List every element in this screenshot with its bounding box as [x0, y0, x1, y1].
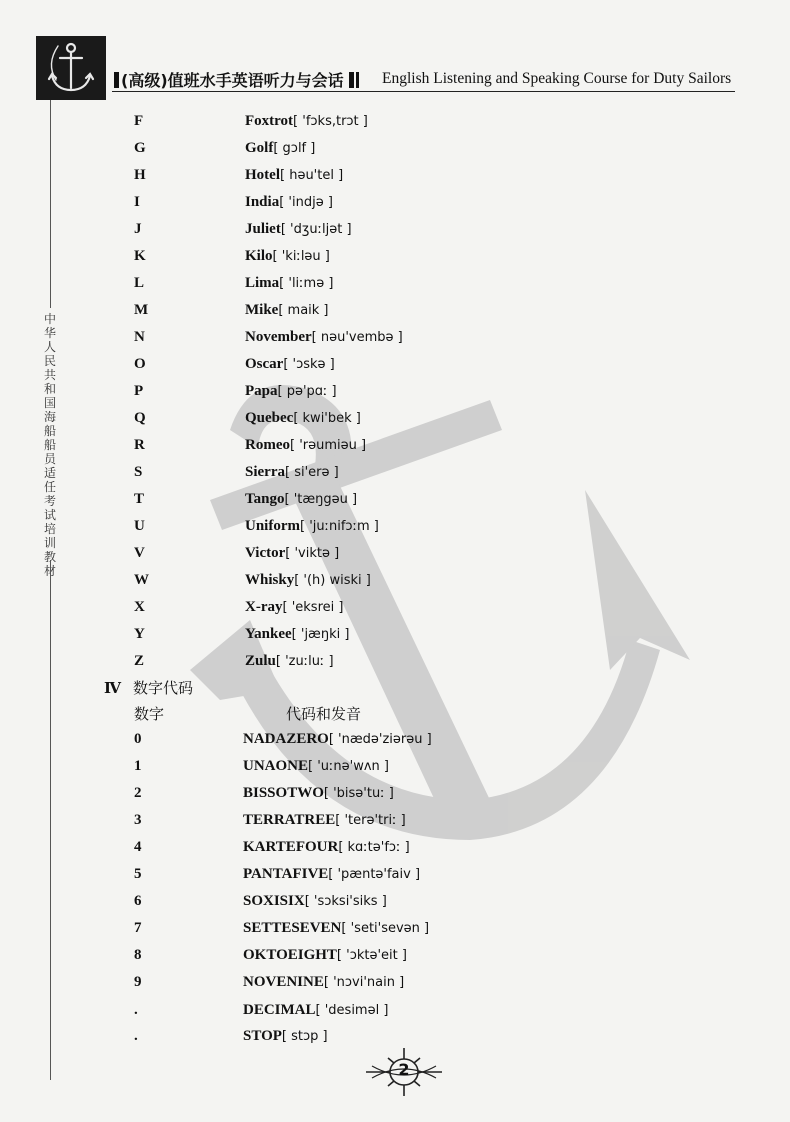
phonetic: [ 'dʒuːljət ] [280, 222, 352, 237]
number-code [243, 731, 432, 748]
phonetic: [ 'bisə'tuː ] [323, 786, 394, 801]
phonetic: [ 'viktə ] [285, 546, 340, 561]
number-code [243, 866, 420, 883]
alphabet-row-m [0, 302, 790, 329]
alphabet-letter: H [134, 167, 146, 183]
number-row-decimal [0, 1002, 790, 1029]
phonetic: [ 'sɔksi'siks ] [304, 894, 387, 909]
phonetic: [ kɑːtə'fɔː ] [338, 840, 410, 855]
digit: 4 [134, 839, 142, 855]
digit: 8 [134, 947, 142, 963]
alphabet-code [245, 329, 403, 346]
number-row-6 [0, 893, 790, 920]
digit: . [134, 1002, 138, 1018]
code-word: X-ray [245, 599, 283, 615]
code-word: Uniform [245, 518, 300, 534]
code-word: Zulu [245, 653, 276, 669]
code-word: Papa [245, 383, 278, 399]
phonetic: [ 'pæntə'faiv ] [328, 867, 421, 882]
alphabet-code [245, 194, 333, 211]
digit: . [134, 1028, 138, 1044]
phonetic: [ kwi'bek ] [293, 411, 361, 426]
phonetic: [ '(h) wiski ] [294, 573, 371, 588]
alphabet-code [245, 248, 330, 265]
code-word: STOP [243, 1028, 282, 1044]
alphabet-letter: N [134, 329, 145, 345]
book-title-cn [114, 68, 361, 91]
phonetic: [ gɔlf ] [273, 141, 316, 156]
phonetic: [ nəu'vembə ] [311, 330, 403, 345]
number-code [243, 812, 406, 829]
code-word: Mike [245, 302, 279, 318]
alphabet-row-s [0, 464, 790, 491]
alphabet-row-t [0, 491, 790, 518]
phonetic: [ stɔp ] [281, 1029, 328, 1044]
alphabet-row-q [0, 410, 790, 437]
alphabet-code [245, 167, 343, 184]
column-heading-digit: 数字 [134, 705, 165, 723]
code-word: India [245, 194, 280, 210]
alphabet-letter: T [134, 491, 145, 507]
alphabet-letter: I [134, 194, 140, 210]
alphabet-letter: X [134, 599, 145, 615]
phonetic: [ 'kiːləu ] [272, 249, 330, 264]
code-word: DECIMAL [243, 1002, 316, 1018]
number-row-9 [0, 974, 790, 1001]
alphabet-code [245, 437, 366, 454]
number-code [243, 974, 404, 991]
code-word: Quebec [245, 410, 294, 426]
code-word: NOVENINE [243, 974, 324, 990]
alphabet-row-r [0, 437, 790, 464]
alphabet-code [245, 221, 352, 238]
number-code [243, 758, 389, 775]
alphabet-letter: L [134, 275, 145, 291]
alphabet-code [245, 113, 368, 130]
alphabet-code [245, 572, 371, 589]
number-row-1 [0, 758, 790, 785]
phonetic: [ 'eksrei ] [282, 600, 344, 615]
section-number: Ⅳ [104, 681, 122, 697]
number-code [243, 920, 429, 937]
code-word: Whisky [245, 572, 295, 588]
alphabet-letter: G [134, 140, 146, 156]
digit: 6 [134, 893, 142, 909]
alphabet-letter: K [134, 248, 146, 264]
alphabet-row-f [0, 113, 790, 140]
code-word: Lima [245, 275, 280, 291]
alphabet-code [245, 491, 357, 508]
phonetic: [ 'jæŋki ] [291, 627, 350, 642]
alphabet-code [245, 356, 335, 373]
number-code [243, 893, 387, 910]
alphabet-letter: U [134, 518, 145, 534]
code-word: SOXISIX [243, 893, 305, 909]
alphabet-row-p [0, 383, 790, 410]
section-title: 数字代码 [133, 679, 194, 697]
margin-series-text: 中华人民共和国海船船员适任考试培训教材 [43, 312, 56, 578]
alphabet-letter: W [134, 572, 149, 588]
number-row-5 [0, 866, 790, 893]
header-rule [112, 91, 735, 92]
code-word: Kilo [245, 248, 273, 264]
alphabet-row-j [0, 221, 790, 248]
alphabet-letter: M [134, 302, 149, 318]
alphabet-letter: O [134, 356, 146, 372]
number-row-2 [0, 785, 790, 812]
phonetic: [ 'seti'sevən ] [341, 921, 430, 936]
phonetic: [ 'nædə'ziərəu ] [328, 732, 432, 747]
number-row-0 [0, 731, 790, 758]
digit: 3 [134, 812, 142, 828]
code-word: Oscar [245, 356, 284, 372]
column-heading-code: 代码和发音 [286, 705, 362, 723]
phonetic: [ 'tæŋgəu ] [284, 492, 358, 507]
alphabet-row-i [0, 194, 790, 221]
phonetic: [ 'liːmə ] [279, 276, 334, 291]
phonetic: [ 'terə'triː ] [335, 813, 406, 828]
phonetic: [ 'ɔskə ] [283, 357, 335, 372]
code-word: KARTEFOUR [243, 839, 339, 855]
phonetic: [ 'fɔks,trɔt ] [293, 114, 368, 129]
number-code [243, 947, 407, 964]
alphabet-row-v [0, 545, 790, 572]
code-word: Juliet [245, 221, 281, 237]
page-number-badge [362, 1046, 446, 1098]
code-word: Golf [245, 140, 274, 156]
digit: 2 [134, 785, 142, 801]
code-word: Sierra [245, 464, 285, 480]
code-word: Yankee [245, 626, 292, 642]
code-word: PANTAFIVE [243, 866, 329, 882]
alphabet-code [245, 626, 349, 643]
digit: 0 [134, 731, 142, 747]
section-heading [104, 677, 193, 698]
alphabet-letter: R [134, 437, 145, 453]
number-code [243, 785, 394, 802]
phonetic: [ pə'pɑː ] [277, 384, 337, 399]
alphabet-row-u [0, 518, 790, 545]
number-row-8 [0, 947, 790, 974]
alphabet-letter: Z [134, 653, 145, 669]
code-word: UNAONE [243, 758, 309, 774]
phonetic: [ maik ] [278, 303, 329, 318]
number-row-7 [0, 920, 790, 947]
number-row-3 [0, 812, 790, 839]
code-word: NADAZERO [243, 731, 329, 747]
phonetic: [ 'nɔvi'nain ] [323, 975, 405, 990]
code-word: Victor [245, 545, 286, 561]
digit: 5 [134, 866, 142, 882]
code-word: Foxtrot [245, 113, 294, 129]
alphabet-row-y [0, 626, 790, 653]
code-word: November [245, 329, 312, 345]
book-title-cn-text: (高级)值班水手英语听力与会话 [121, 71, 344, 90]
code-word: BISSOTWO [243, 785, 324, 801]
title-bar-left [114, 72, 119, 88]
phonetic: [ 'uːnə'wʌn ] [308, 759, 389, 774]
phonetic: [ 'zuːluː ] [275, 654, 334, 669]
alphabet-row-l [0, 275, 790, 302]
title-bar-right [349, 72, 354, 88]
alphabet-code [245, 518, 379, 535]
alphabet-letter: Q [134, 410, 146, 426]
phonetic: [ 'indjə ] [279, 195, 333, 210]
phonetic: [ 'rəumiəu ] [290, 438, 367, 453]
phonetic: [ si'erə ] [284, 465, 339, 480]
phonetic: [ 'ɔktə'eit ] [336, 948, 407, 963]
alphabet-row-h [0, 167, 790, 194]
alphabet-code [245, 140, 315, 157]
alphabet-code [245, 410, 361, 427]
number-code [243, 1002, 388, 1019]
alphabet-code [245, 302, 329, 319]
phonetic: [ 'juːnifɔːm ] [300, 519, 379, 534]
code-word: Hotel [245, 167, 280, 183]
number-code [243, 1028, 328, 1045]
phonetic: [ həu'tel ] [280, 168, 344, 183]
code-word: SETTESEVEN [243, 920, 342, 936]
digit: 9 [134, 974, 142, 990]
alphabet-code [245, 383, 337, 400]
book-title-en: English Listening and Speaking Course for Duty Sailors [382, 70, 732, 87]
alphabet-row-g [0, 140, 790, 167]
alphabet-row-o [0, 356, 790, 383]
code-word: Romeo [245, 437, 290, 453]
code-word: Tango [245, 491, 285, 507]
alphabet-letter: S [134, 464, 143, 480]
alphabet-code [245, 599, 343, 616]
alphabet-letter: V [134, 545, 145, 561]
alphabet-row-x [0, 599, 790, 626]
alphabet-letter: P [134, 383, 144, 399]
phonetic: [ 'desiməl ] [315, 1003, 389, 1018]
alphabet-code [245, 545, 339, 562]
title-bar-right-thin [356, 72, 359, 88]
page-number: 2 [398, 1060, 410, 1079]
alphabet-code [245, 653, 334, 670]
digit: 1 [134, 758, 142, 774]
alphabet-row-w [0, 572, 790, 599]
number-row-4 [0, 839, 790, 866]
anchor-logo-icon [36, 36, 106, 100]
digit: 7 [134, 920, 142, 936]
code-word: TERRATREE [243, 812, 336, 828]
alphabet-letter: F [134, 113, 144, 129]
alphabet-row-z [0, 653, 790, 680]
alphabet-row-n [0, 329, 790, 356]
alphabet-letter: J [134, 221, 142, 237]
alphabet-code [245, 275, 333, 292]
alphabet-letter: Y [134, 626, 145, 642]
number-code [243, 839, 410, 856]
alphabet-code [245, 464, 339, 481]
alphabet-row-k [0, 248, 790, 275]
code-word: OKTOEIGHT [243, 947, 337, 963]
